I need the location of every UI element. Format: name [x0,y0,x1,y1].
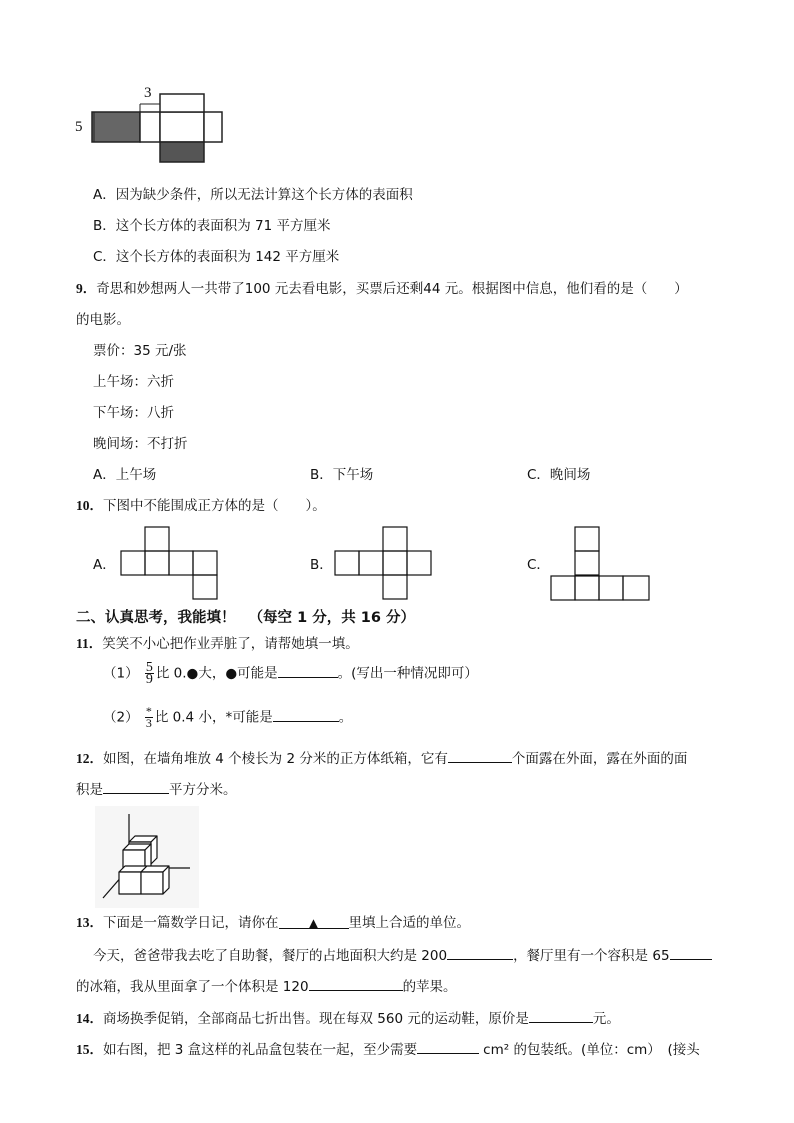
ticket-price: 票价：35 元/张 [93,343,187,359]
question-text-cont: 里填上合适的单位。 [348,915,470,931]
question-number: 14． [76,1011,103,1026]
cube-net-b [334,526,436,602]
question-13 [76,914,470,932]
afternoon-discount: 下午场：八折 [93,405,174,421]
diary-text-cont: ，餐厅里有一个容积是 65 [513,948,670,964]
question-text: 奇思和妙想两人一共带了100 元去看电影，买票后还剩44 元。根据图中信息，他们看的是（ ） [96,281,688,297]
answer-blank[interactable] [447,945,513,960]
triangle-blank [279,914,349,929]
question-text: 如图，在墙角堆放 4 个棱长为 2 分米的正方体纸箱，它有 [103,751,448,767]
q9-option-b: B．下午场 [310,467,374,483]
question-text-cont: 个面露在外面，露在外面的面 [511,751,688,767]
answer-blank[interactable] [278,663,338,678]
answer-blank[interactable] [103,779,169,794]
fraction-star-3: $\frac{*}{3}$ [145,704,152,730]
question-text-cont: 元。 [592,1011,620,1027]
question-14 [76,1008,620,1028]
answer-blank[interactable] [309,976,403,991]
question-number: 9． [76,281,97,296]
section-title: 二、认真思考，我能填！ [76,610,236,626]
sub-tail: 。 [338,709,353,726]
sub-text: 比 0.4 小，*可能是 [154,709,273,726]
cuboid-net-figure [72,84,232,164]
section-2-header [76,606,415,627]
q9-option-a: A．上午场 [93,467,157,483]
fig-label-3: 3 [144,85,152,101]
question-text: 商场换季促销，全部商品七折出售。现在每双 560 元的运动鞋，原价是 [103,1011,529,1027]
sub-number: （2） [103,709,139,726]
answer-blank[interactable] [670,945,712,960]
question-number: 13． [76,915,103,930]
question-number: 10． [76,498,103,513]
q10-option-c: C． [527,557,550,573]
answer-blank[interactable] [417,1039,479,1054]
cube-net-c [550,526,652,604]
diary-line2 [76,976,457,996]
evening-discount: 晚间场：不打折 [93,436,188,452]
cube-net-a [120,526,222,602]
q11-sub1 [103,662,478,685]
diary-line1 [93,945,712,965]
question-12 [76,748,687,768]
question-9 [76,280,688,298]
question-number: 15． [76,1042,103,1057]
question-12-line2 [76,779,237,799]
sub-text: 比 0.●大，●可能是 [155,665,278,682]
diary-text: 的冰箱，我从里面拿了一个体积是 120 [76,979,309,995]
sub-tail: 。(写出一种情况即可） [337,665,478,682]
answer-blank[interactable] [448,748,512,763]
fig-label-5: 5 [75,119,83,135]
q8-option-c: C．这个长方体的表面积为 142 平方厘米 [93,249,340,265]
q9-option-c: C．晚间场 [527,467,591,483]
fraction-5-9: $\frac{5}{9}$ [145,660,153,687]
section-note: （每空 1 分，共 16 分） [248,610,416,626]
sub-number: （1） [103,665,139,682]
diary-text-cont: 的苹果。 [402,979,457,995]
answer-blank[interactable] [529,1008,593,1023]
question-9-line2: 的电影。 [76,312,130,328]
question-text: 下图中不能围成正方体的是（ ）。 [103,498,326,514]
question-text-cont: 平方分米。 [169,782,237,798]
answer-blank[interactable] [273,707,339,722]
diary-text: 今天，爸爸带我去吃了自助餐，餐厅的占地面积大约是 200 [93,948,448,964]
q8-option-b: B．这个长方体的表面积为 71 平方厘米 [93,218,331,234]
question-text: 如右图，把 3 盒这样的礼品盒包装在一起，至少需要 [103,1042,418,1058]
q11-sub2 [103,706,352,729]
question-10 [76,497,326,515]
question-text: 积是 [76,782,103,798]
q10-option-a: A． [93,557,116,573]
question-15 [76,1039,700,1059]
question-11 [76,635,359,653]
q10-option-b: B． [310,557,333,573]
q8-option-a: A．因为缺少条件，所以无法计算这个长方体的表面积 [93,187,413,203]
question-text: 下面是一篇数学日记，请你在 [103,915,279,931]
question-text: 笑笑不小心把作业弄脏了，请帮她填一填。 [102,636,359,652]
question-text-cont: cm² 的包装纸。(单位：cm） (接头 [483,1042,700,1058]
question-number: 11． [76,636,103,651]
triangle-icon: ▲ [308,916,319,930]
question-number: 12． [76,751,103,766]
morning-discount: 上午场：六折 [93,374,174,390]
corner-cubes-figure [95,806,199,908]
